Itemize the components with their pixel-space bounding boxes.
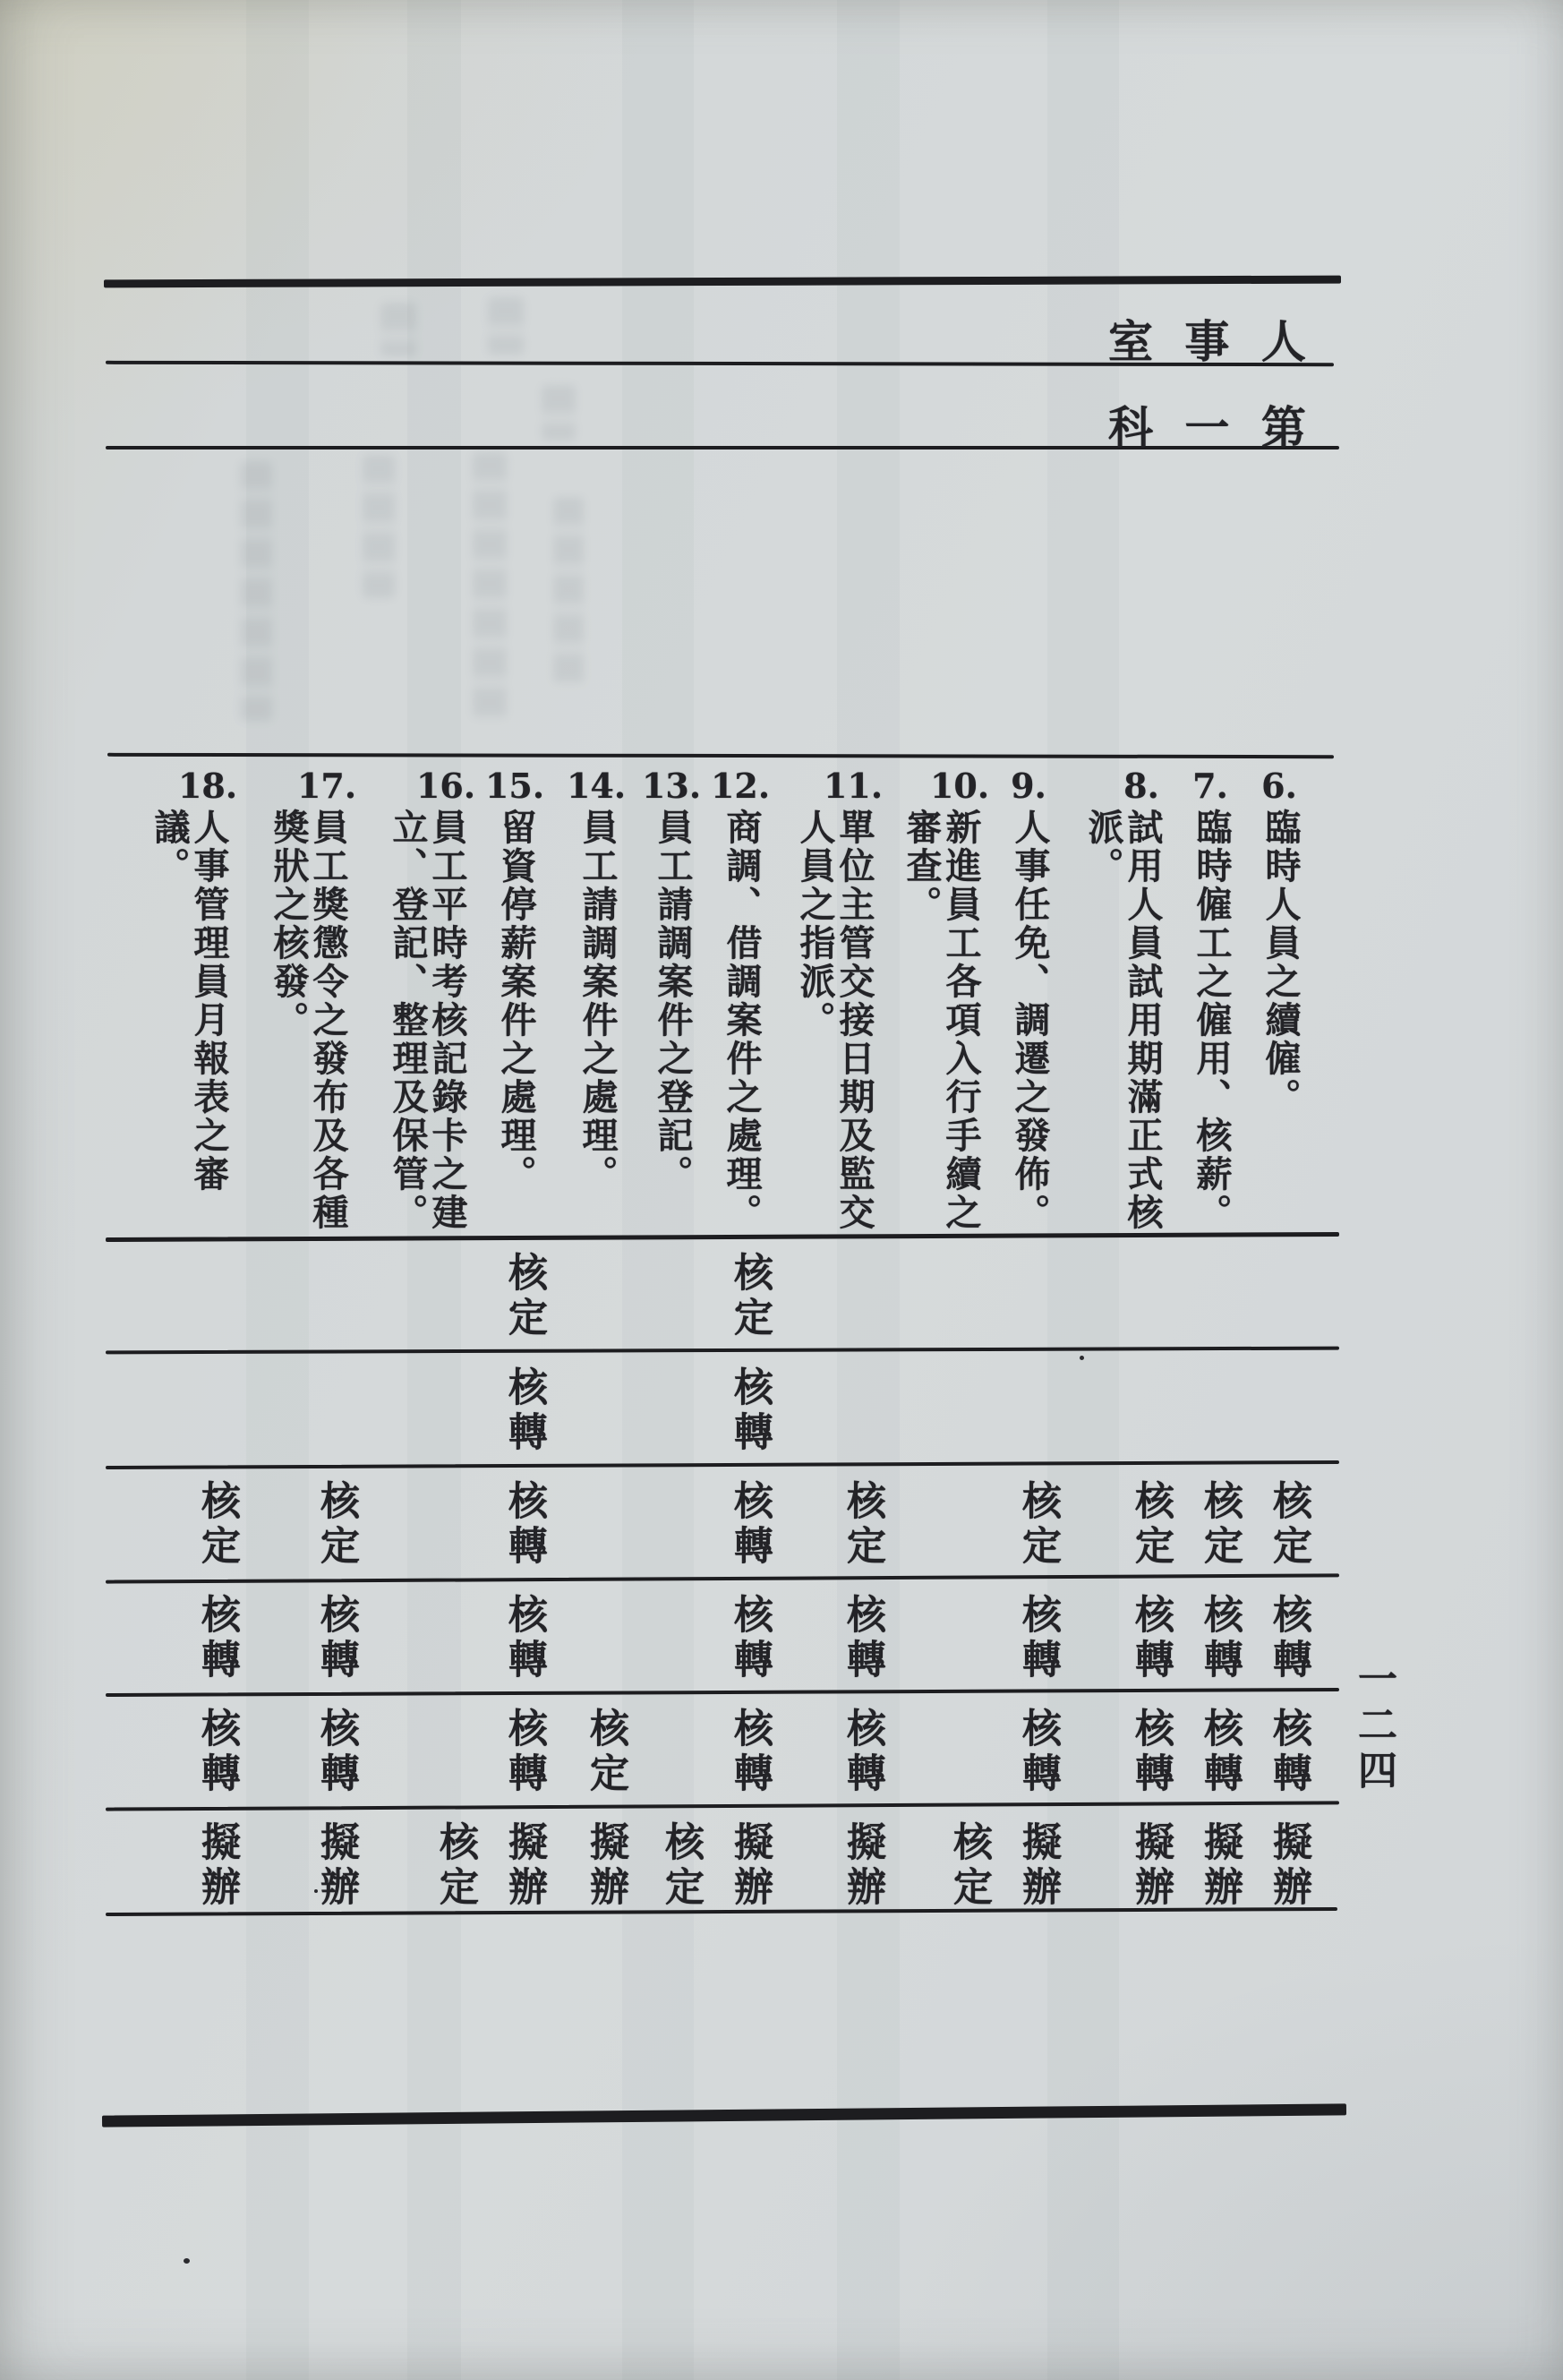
approval-cell: 核轉: [1197, 1594, 1243, 1683]
item-text: 臨時人員之續僱。: [1260, 809, 1302, 1117]
approval-cell: 核定: [946, 1821, 992, 1911]
bleedthrough-smudge: [542, 385, 576, 441]
approval-cell: 核轉: [1266, 1594, 1311, 1683]
approval-cell: 核轉: [1015, 1708, 1061, 1797]
approval-cell: 核轉: [1015, 1594, 1061, 1683]
approval-cell: 擬辦: [313, 1821, 359, 1911]
approval-cell: 核定: [501, 1252, 547, 1341]
item-number: 10.: [929, 766, 990, 806]
item-number: 14.: [566, 766, 627, 806]
item-text: 人事任免、調遷之發佈。: [1009, 809, 1051, 1232]
approval-cell: 核轉: [501, 1594, 547, 1683]
approval-cell: 核轉: [1128, 1594, 1174, 1683]
approval-cell: 核轉: [194, 1594, 240, 1683]
section-title: 科 一 第: [1108, 401, 1314, 454]
approval-cell: 核定: [1128, 1480, 1174, 1570]
approval-cell: 擬辦: [583, 1821, 628, 1911]
approval-cell: 擬辦: [1197, 1821, 1243, 1911]
approval-cell: 核定: [658, 1821, 704, 1911]
page-number: 一二四: [1351, 1658, 1396, 1795]
approval-cell: 核轉: [1128, 1708, 1174, 1797]
approval-cell: 核轉: [1197, 1708, 1243, 1797]
approval-cell: 核轉: [840, 1594, 885, 1683]
item-number: 11.: [823, 766, 884, 806]
approval-cell: 核轉: [840, 1708, 885, 1797]
item-number: 12.: [710, 766, 771, 806]
approval-cell: 核轉: [501, 1480, 547, 1570]
item-number: 6.: [1261, 766, 1297, 806]
approval-cell: 擬辦: [1266, 1821, 1311, 1911]
approval-cell: 擬辦: [501, 1821, 547, 1911]
ink-speck: [184, 2258, 190, 2264]
item-text: 人事管理員月報表之審議。: [149, 809, 230, 1194]
approval-cell: 核轉: [727, 1708, 773, 1797]
item-text: 臨時僱工之僱用、核薪。: [1191, 809, 1233, 1232]
item-number: 13.: [641, 766, 702, 806]
approval-cell: 核轉: [727, 1366, 773, 1456]
approval-cell: 核定: [1266, 1480, 1311, 1570]
item-number: 15.: [484, 766, 545, 806]
item-text: 留資停薪案件之處理。: [495, 809, 537, 1194]
approval-cell: 核轉: [501, 1708, 547, 1797]
ink-speck: [1080, 1356, 1084, 1360]
approval-cell: 核定: [432, 1821, 478, 1911]
item-text: 員工獎懲令之發布及各種獎狀之核發。: [268, 809, 349, 1232]
approval-cell: 核轉: [313, 1708, 359, 1797]
item-number: 16.: [415, 766, 476, 806]
approval-cell: 核定: [1197, 1480, 1243, 1570]
approval-cell: 核定: [194, 1480, 240, 1570]
approval-cell: 擬辦: [194, 1821, 240, 1911]
item-number: 7.: [1192, 766, 1228, 806]
bleedthrough-smudge: [553, 497, 584, 685]
approval-cell: 核轉: [501, 1366, 547, 1456]
item-text: 新進員工各項入行手續之審查。: [901, 809, 982, 1232]
approval-cell: 核轉: [1266, 1708, 1311, 1797]
approval-cell: 擬辦: [727, 1821, 773, 1911]
office-title: 室 事 人: [1108, 315, 1314, 368]
item-text: 員工請調案件之處理。: [577, 809, 619, 1194]
approval-cell: 核定: [1015, 1480, 1061, 1570]
item-number: 17.: [296, 766, 357, 806]
approval-cell: 擬辦: [1128, 1821, 1174, 1911]
approval-cell: 核轉: [727, 1480, 773, 1570]
bleedthrough-smudge: [488, 297, 524, 355]
item-text: 員工請調案件之登記。: [652, 809, 694, 1194]
item-text: 員工平時考核記錄卡之建立、登記、整理及保管。: [387, 809, 468, 1232]
item-text: 商調、借調案件之處理。: [721, 809, 763, 1232]
approval-cell: 擬辦: [840, 1821, 885, 1911]
bleedthrough-smudge: [363, 455, 395, 598]
approval-cell: 核定: [583, 1708, 628, 1797]
item-text: 單位主管交接日期及監交人員之指派。: [794, 809, 875, 1232]
item-number: 9.: [1011, 766, 1046, 806]
approval-cell: 核轉: [313, 1594, 359, 1683]
item-text: 試用人員試用期滿正式核派。: [1082, 809, 1164, 1232]
approval-cell: 核定: [313, 1480, 359, 1570]
bleedthrough-smudge: [473, 452, 507, 721]
item-number: 8.: [1123, 766, 1159, 806]
item-number: 18.: [177, 766, 238, 806]
approval-cell: 擬辦: [1015, 1821, 1061, 1911]
approval-cell: 核轉: [194, 1708, 240, 1797]
approval-cell: 核定: [727, 1252, 773, 1341]
approval-cell: 核轉: [727, 1594, 773, 1683]
approval-cell: 核定: [840, 1480, 885, 1570]
